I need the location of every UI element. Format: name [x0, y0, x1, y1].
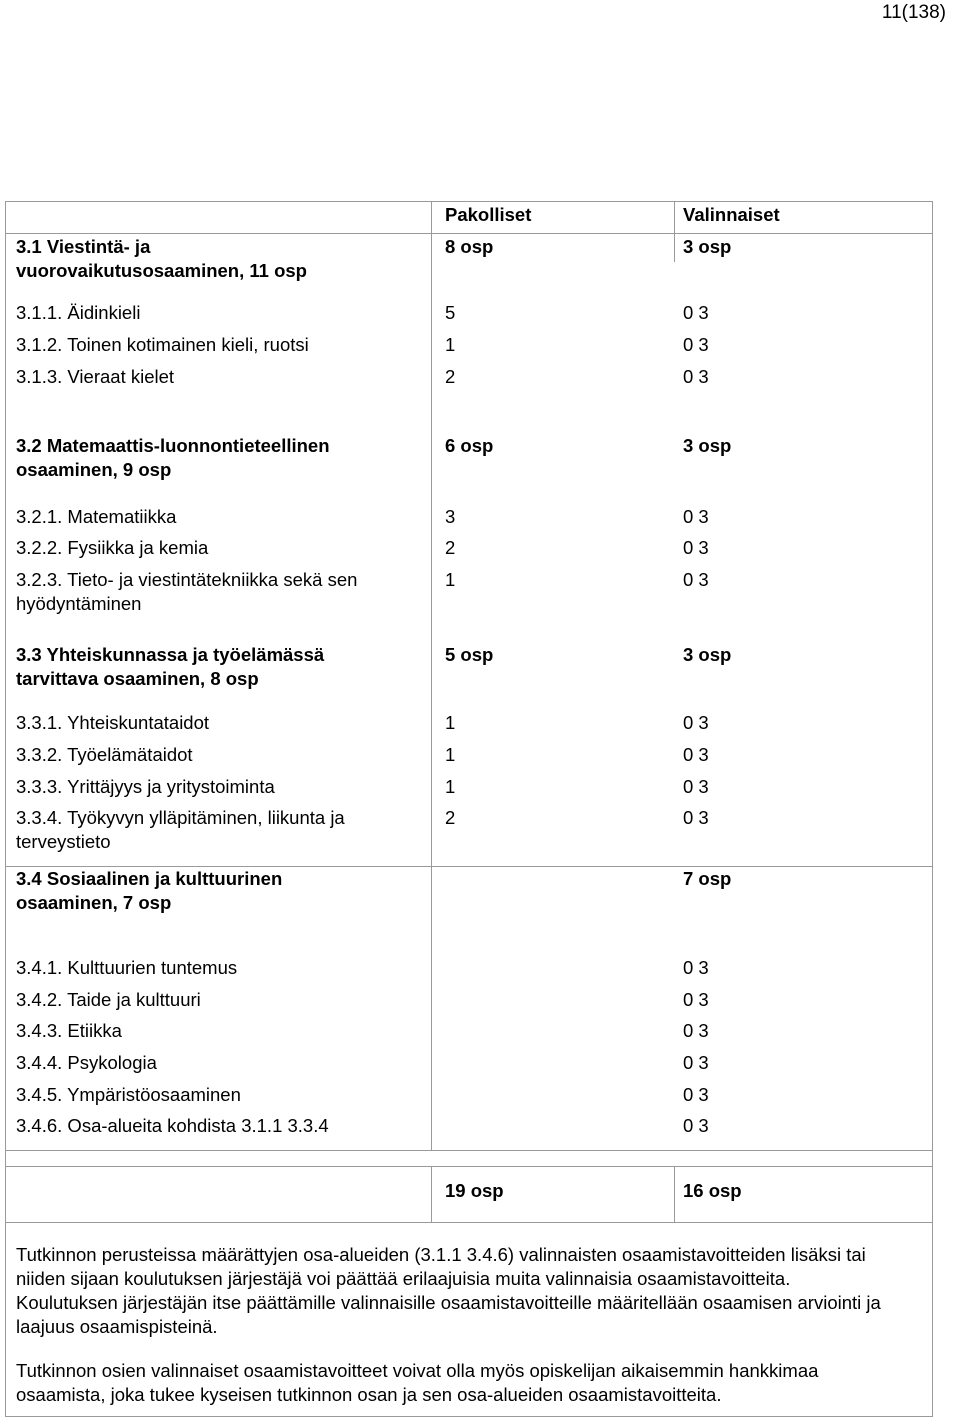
table-row-optional: 0 3 — [683, 366, 709, 387]
section-optional-3-3: 3 osp — [683, 644, 732, 665]
table-row-optional: 0 3 — [683, 569, 709, 590]
section-title-3-3: 3.3 Yhteiskunnassa ja työelämässä tarvittava osaaminen, 8 osp — [16, 644, 325, 689]
table-row-optional: 0 3 — [683, 1084, 709, 1105]
table-row-label: 3.3.1. Yhteiskuntataidot — [16, 712, 210, 733]
table-row-optional: 0 3 — [683, 712, 709, 733]
table-row-label: 3.2.1. Matematiikka — [16, 506, 177, 527]
section-mandatory-3-3: 5 osp — [445, 644, 494, 665]
table-row-mandatory: 1 — [445, 334, 456, 355]
table-row-optional: 0 3 — [683, 744, 709, 765]
table-row-optional: 0 3 — [683, 506, 709, 527]
table-row-optional: 0 3 — [683, 957, 709, 978]
row-divider — [6, 1150, 932, 1151]
table-row-mandatory: 2 — [445, 366, 456, 387]
table-row-label: 3.4.3. Etiikka — [16, 1020, 122, 1041]
table-row-optional: 0 3 — [683, 989, 709, 1010]
section-title-3-1: 3.1 Viestintä- ja vuorovaikutusosaaminen, 11 osp — [16, 236, 307, 281]
table-row-label: 3.1.2. Toinen kotimainen kieli, ruotsi — [16, 334, 309, 355]
table-row-mandatory: 2 — [445, 537, 456, 558]
table-row-label: 3.4.5. Ympäristöosaaminen — [16, 1084, 241, 1105]
section-optional-3-1: 3 osp — [683, 236, 732, 257]
section-mandatory-3-2: 6 osp — [445, 435, 494, 456]
table-row-label: 3.2.3. Tieto- ja viestintätekniikka sekä sen hyödyntäminen — [16, 569, 358, 614]
note-paragraph: Tutkinnon perusteissa määrättyjen osa-alueiden (3.1.1 3.4.6) valinnaisten osaamistavoitteiden lisäksi tai niiden sijaan koulutuksen järjestäjä voi päättää erilaajuisia muita valinnaisia osaamistavoitteita. Koulutuksen järjestäjän itse päättämille valinnaisille osaamistavoitteille määritellään osaamisen arviointi ja laajuus osaamispisteinä. — [16, 1244, 881, 1337]
table-row-label: 3.4.4. Psykologia — [16, 1052, 157, 1073]
table-row-label: 3.1.3. Vieraat kielet — [16, 366, 175, 387]
total-mandatory: 19 osp — [445, 1180, 504, 1201]
table-row-mandatory: 1 — [445, 569, 456, 590]
header-mandatory: Pakolliset — [445, 204, 532, 225]
note-paragraph: Tutkinnon osien valinnaiset osaamistavoitteet voivat olla myös opiskelijan aikaisemmin hankkimaa osaamista, joka tukee kyseisen tutkinnon osan ja sen osa-alueiden osaamistavoitteita. — [16, 1360, 819, 1405]
study-credits-table — [5, 201, 933, 1417]
table-row-label: 3.2.2. Fysiikka ja kemia — [16, 537, 209, 558]
table-row-label: 3.4.1. Kulttuurien tuntemus — [16, 957, 238, 978]
table-row-label: 3.4.2. Taide ja kulttuuri — [16, 989, 201, 1010]
row-divider — [6, 233, 932, 234]
table-row-optional: 0 3 — [683, 1052, 709, 1073]
table-row-optional: 0 3 — [683, 537, 709, 558]
section-optional-3-2: 3 osp — [683, 435, 732, 456]
section-mandatory-3-1: 8 osp — [445, 236, 494, 257]
table-row-mandatory: 1 — [445, 744, 456, 765]
table-row-label: 3.3.4. Työkyvyn ylläpitäminen, liikunta ja terveystieto — [16, 807, 345, 852]
column-divider — [431, 202, 432, 1150]
table-row-mandatory: 3 — [445, 506, 456, 527]
column-divider — [674, 1166, 675, 1222]
section-title-3-2: 3.2 Matemaattis-luonnontieteellinen osaaminen, 9 osp — [16, 435, 330, 480]
table-row-mandatory: 5 — [445, 302, 456, 323]
table-row-label: 3.3.2. Työelämätaidot — [16, 744, 193, 765]
table-row-optional: 0 3 — [683, 334, 709, 355]
table-row-mandatory: 2 — [445, 807, 456, 828]
column-divider — [431, 1166, 432, 1222]
table-row-optional: 0 3 — [683, 807, 709, 828]
table-row-mandatory: 1 — [445, 712, 456, 733]
table-row-label: 3.3.3. Yrittäjyys ja yritystoiminta — [16, 776, 275, 797]
table-row-optional: 0 3 — [683, 1115, 709, 1136]
table-row-optional: 0 3 — [683, 302, 709, 323]
table-row-optional: 0 3 — [683, 776, 709, 797]
section-title-3-4: 3.4 Sosiaalinen ja kulttuurinen osaaminen, 7 osp — [16, 868, 283, 913]
table-row-optional: 0 3 — [683, 1020, 709, 1041]
table-row-mandatory: 1 — [445, 776, 456, 797]
header-optional: Valinnaiset — [683, 204, 780, 225]
row-divider — [6, 1166, 932, 1167]
table-row-label: 3.1.1. Äidinkieli — [16, 302, 141, 323]
column-divider — [674, 202, 675, 262]
page-number: 11(138) — [881, 2, 946, 23]
table-row-label: 3.4.6. Osa-alueita kohdista 3.1.1 3.3.4 — [16, 1115, 329, 1136]
total-optional: 16 osp — [683, 1180, 742, 1201]
row-divider — [6, 1222, 932, 1223]
section-optional-3-4: 7 osp — [683, 868, 732, 889]
